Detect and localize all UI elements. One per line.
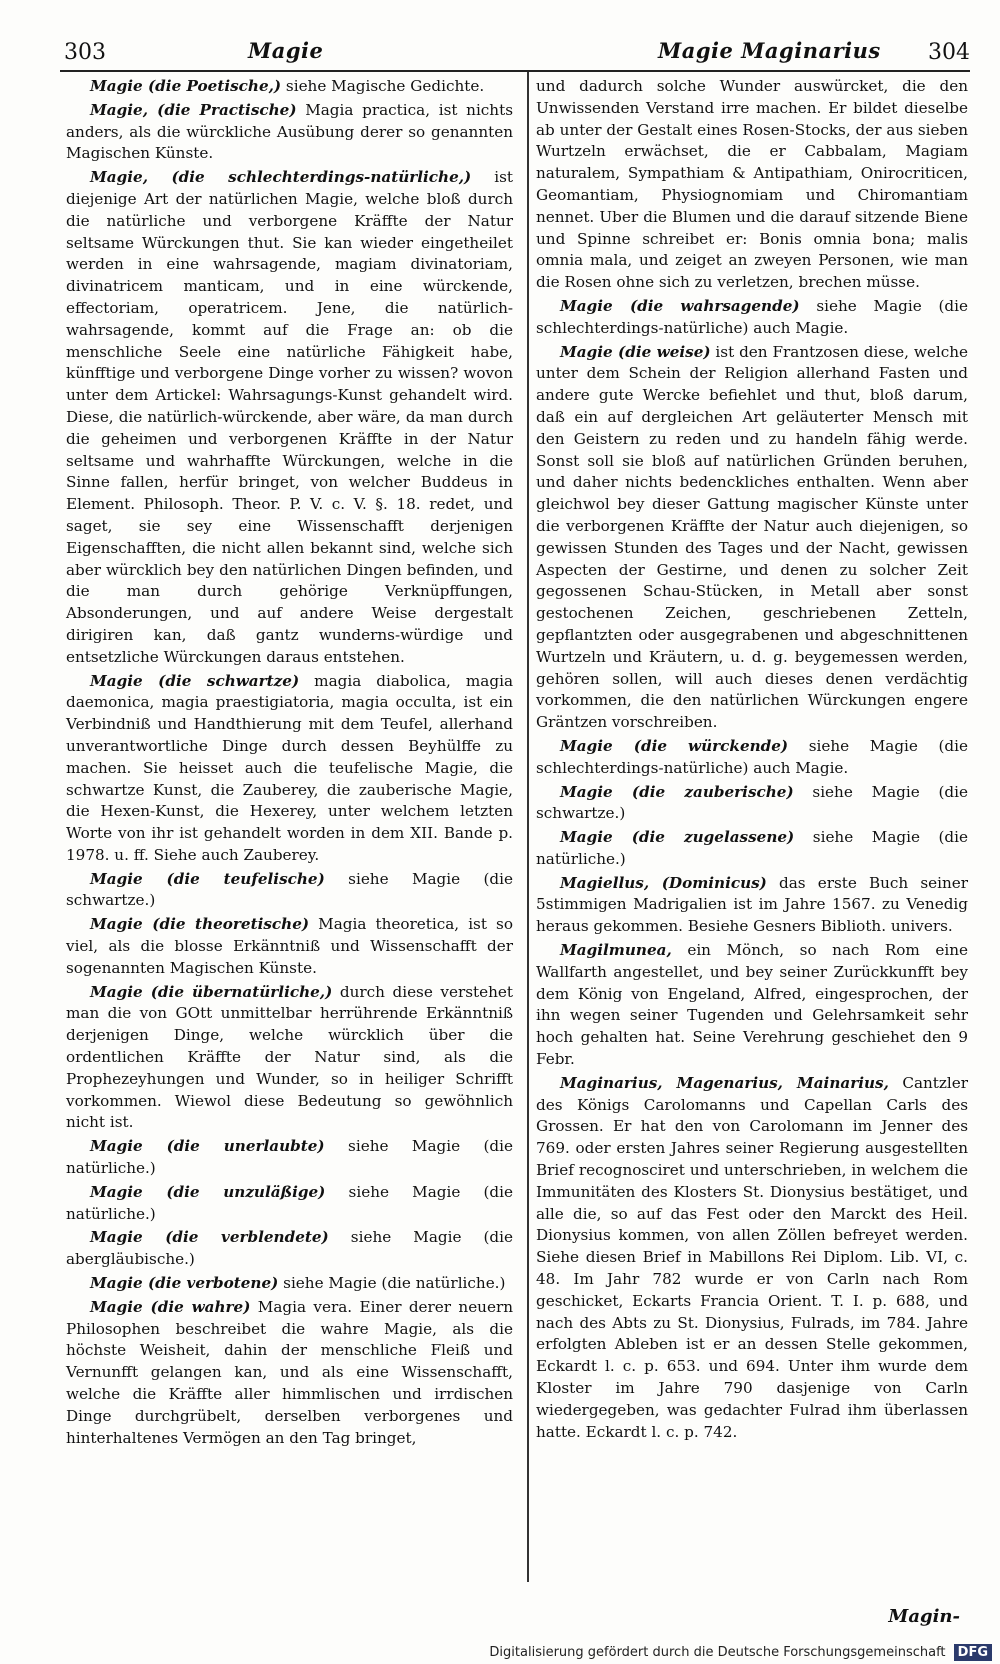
entry-lemma: Magie (die unzuläßige) <box>90 1182 326 1201</box>
entry-paragraph <box>66 982 513 1135</box>
entry-lemma: Magie (die übernatürliche,) <box>90 982 333 1001</box>
entry-paragraph <box>66 1136 513 1180</box>
entry-text: Magia theoretica, ist so viel, als die blosse Erkänntniß und Wissenschafft der sogenannten Magischen Künste. <box>66 915 513 977</box>
entry-lemma: Magie (die wahre) <box>90 1297 251 1316</box>
entry-text: siehe Magie (die schwartze.) <box>66 869 513 910</box>
entry-lemma: Magie, (die schlechterdings-natürliche,) <box>90 168 472 187</box>
entry-text: siehe Magische Gedichte. <box>281 77 485 95</box>
entry-paragraph <box>536 940 968 1071</box>
entry-paragraph <box>536 342 968 734</box>
entry-lemma: Magie (die teufelische) <box>90 869 325 888</box>
entry-paragraph <box>66 671 513 867</box>
entry-lemma: Maginarius, Magenarius, Mainarius, <box>560 1073 889 1092</box>
right-running-head: Magie Maginarius <box>658 38 881 63</box>
page-header <box>58 38 980 72</box>
entry-paragraph <box>536 782 968 826</box>
header-rule <box>60 70 970 72</box>
entry-paragraph <box>66 1182 513 1226</box>
entry-text: das erste Buch seiner 5stimmigen Madrigalien ist im Jahre 1567. zu Venedig heraus gekommen. Besiehe Gesners Biblioth. univers. <box>536 873 968 936</box>
entry-lemma: Magiellus, (Dominicus) <box>560 873 767 892</box>
entry-paragraph <box>66 869 513 913</box>
entry-text: siehe Magie (die abergläubische.) <box>66 1228 514 1269</box>
entry-paragraph <box>536 296 968 340</box>
entry-paragraph <box>66 100 513 165</box>
entry-paragraph <box>536 736 968 780</box>
entry-lemma: Magie (die unerlaubte) <box>90 1137 325 1156</box>
entry-paragraph <box>66 1297 513 1450</box>
catchword: Magin- <box>888 1606 960 1627</box>
entry-paragraph <box>66 1273 513 1295</box>
left-page-number: 303 <box>64 40 106 65</box>
entry-lemma: Magie (die weise) <box>560 342 711 361</box>
entry-text: siehe Magie (die natürliche.) <box>278 1274 506 1293</box>
left-running-head: Magie <box>248 38 324 63</box>
entry-text: siehe Magie (die schwartze.) <box>536 782 969 823</box>
entry-lemma: Magie (die zugelassene) <box>560 828 795 847</box>
entry-lemma: Magie (die theoretische) <box>90 915 310 934</box>
entry-lemma: Magie (die verbotene) <box>90 1274 279 1293</box>
entry-paragraph <box>66 76 513 98</box>
column-divider <box>527 72 529 1582</box>
entry-text: magia diabolica, magia daemonica, magia praestigiatoria, magia occulta, ist ein Verbindniß und Handthierung mit dem Teufel, allerhand unverantwortliche Dinge durch dessen Beyhülffe zu machen. Sie heisset auch die teufelische Magie, die schwartze Kunst, die Zauberey, die zauberische Magie, die Hexen-Kunst, die Hexerey, unter welchem letzten Worte von ihr ist gehandelt worden in dem XII. Bande p. 1978. u. ff. Siehe auch Zauberey. <box>66 671 513 864</box>
entry-text: ist den Frantzosen diese, welche unter dem Schein der Religion allerhand Fasten und andere gute Wercke befiehlet und thut, bloß darum, daß ein auf dergleichen Art geläuterter Mensch mit den Geistern zu reden und zu handeln fähig werde. Sonst soll sie bloß auf natürlichen Gründen beruhen, und daher nichts bedenckliches enthalten. Wenn aber gleichwol bey dieser Gattung magischer Künste unter die verborgenen Kräffte der Natur auch diejenigen, so gewissen Stunden des Tages und der Nacht, gewissen Aspecten der Gestirne, und denen zu solcher Zeit gegossenen Schau-Stücken, in Metall aber sonst gestochenen Zeichen, geschriebenen Zetteln, gepflantzten oder ausgegrabenen und abgeschnittenen Wurtzeln und Kräutern, u. d. g. beygemessen werden, gehören sollen, will auch dieses denen verdächtig vorkommen, die den natürlichen Würckungen engere Gräntzen vorschreiben. <box>536 342 968 732</box>
entry-text: Magia vera. Einer derer neuern Philosophen beschreibet die wahre Magie, als die höchste Weisheit, dahin der menschliche Fleiß und Vernunfft gelangen kan, und als eine Wissenschafft, welche die Kräffte aller himmlischen und irrdischen Dinge durchgrübelt, derselben verborgenes und hinterhaltenes Vermögen an den Tag bringet, <box>66 1297 513 1447</box>
entry-text: siehe Magie (die natürliche.) <box>66 1182 514 1223</box>
right-page-number: 304 <box>928 40 970 65</box>
entry-text: Cantzler des Königs Carolomanns und Capellan Carls des Grossen. Er hat den von Carolomann im Jenner des 769. oder ersten Jahres seiner Regierung ausgestellten Brief recognosciret und unterschrieben, in welchem die Immunitäten des Klosters St. Dionysius bestätiget, und alle die, so auf das Fest oder den Marckt des Heil. Dionysius kommen, von allen Zöllen befreyet werden. Siehe diesen Brief in Mabillons Rei Diplom. Lib. VI, c. 48. Im Jahr 782 wurde er von Carln nach Rom geschicket, Eckarts Francia Orient. T. I. p. 688, und nach des Abts zu St. Dionysius, Fulrads, im 784. Jahre erfolgten Ableben ist er an dessen Stelle gekommen, Eckardt l. c. p. 653. und 694. Unter ihm wurde dem Kloster im Jahre 790 dasjenige von Carln wiedergegeben, was gedachter Fulrad ihm überlassen hatte. Eckardt l. c. p. 742. <box>536 1073 968 1441</box>
dfg-logo: DFG <box>954 1644 992 1661</box>
entry-text: Magia practica, ist nichts anders, als die würckliche Ausübung derer so genannten Magischen Künste. <box>66 100 513 163</box>
entry-lemma: Magie (die zauberische) <box>560 782 794 801</box>
entry-paragraph <box>536 76 968 294</box>
entry-lemma: Magie (die schwartze) <box>90 671 300 690</box>
entry-paragraph <box>536 827 968 871</box>
entry-paragraph <box>66 914 513 979</box>
footer <box>489 1645 992 1660</box>
entry-paragraph <box>536 1073 968 1444</box>
entry-lemma: Magie (die würckende) <box>560 736 789 755</box>
entry-lemma: Magie, (die Practische) <box>90 100 297 119</box>
entry-paragraph <box>536 873 968 938</box>
entry-text: ist diejenige Art der natürlichen Magie, welche bloß durch die natürliche und verborgene Kräffte der Natur seltsame Würckungen thut. Sie kan wieder eingetheilet werden in eine wahrsagende, magiam divinatoriam, divinatricem manticam, und in eine würckende, effectoriam, operatricem. Jene, die natürlich-wahrsagende, kommt auf die Frage an: ob die menschliche Seele eine natürliche Fähigkeit habe, künfftige und verborgene Dinge vorher zu wissen? wovon unter dem Artickel: Wahrsagungs-Kunst gehandelt wird. Diese, die natürlich-würckende, aber wäre, da man durch die geheimen und verborgenen Kräffte in der Natur seltsame und wahrhaffte Würckungen, welche in die Sinne fallen, herfür bringet, von welcher Buddeus in Element. Philosoph. Theor. P. V. c. V. §. 18. redet, und saget, sie sey eine Wissenschafft derjenigen Eigenschafften, die nicht allen bekannt sind, welche sich aber würcklich bey den natürlichen Dingen befinden, und die man durch gehörige Verknüpffungen, Absonderungen, und auf andere Weise dergestalt dirigiren kan, daß gantz wunderns-würdige und entsetzliche Würckungen daraus entstehen. <box>66 168 513 666</box>
entry-lemma: Magilmunea, <box>560 941 672 960</box>
entry-lemma: Magie (die wahrsagende) <box>560 296 800 315</box>
footer-text: Digitalisierung gefördert durch die Deutsche Forschungsgemeinschaft <box>489 1645 946 1660</box>
entry-text: siehe Magie (die schlechterdings-natürliche) auch Magie. <box>536 736 968 777</box>
entry-text: siehe Magie (die schlechterdings-natürliche) auch Magie. <box>536 296 968 337</box>
entry-text: siehe Magie (die natürliche.) <box>66 1137 514 1178</box>
entry-paragraph <box>66 1227 513 1271</box>
entry-text: und dadurch solche Wunder auswürcket, die den Unwissenden Verstand irre machen. Er bildet dieselbe ab unter der Gestalt eines Rosen-Stocks, der aus sieben Wurtzeln erwächset, die er Cabbalam, Magiam naturalem, Sympathiam & Antipathiam, Onirocriticen, Geomantiam, Physiognomiam und Chiromantiam nennet. Uber die Blumen und die darauf sitzende Biene und Spinne schreibet er: Bonis omnia bona; malis omnia mala, und zeiget an zweyen Personen, wie man die Rosen ohne sich zu verletzen, brechen müsse. <box>536 77 968 292</box>
entry-lemma: Magie (die verblendete) <box>90 1228 329 1247</box>
entry-text: ein Mönch, so nach Rom eine Wallfarth angestellet, und bey seiner Zurückkunfft bey dem König von Engeland, Alfred, eingesprochen, der ihn wegen seiner Tugenden und Gelehrsamkeit sehr hoch gehalten hat. Seine Verehrung geschiehet den 9 Febr. <box>536 941 968 1069</box>
left-column <box>66 76 513 1451</box>
right-column <box>536 76 968 1445</box>
entry-lemma: Magie (die Poetische,) <box>90 77 282 95</box>
entry-text: durch diese verstehet man die von GOtt unmittelbar herrührende Erkänntniß derjenigen Dinge, welche würcklich über die ordentlichen Kräffte der Natur sind, als die Prophezeyhungen und Wunder, so in heiliger Schrifft vorkommen. Wiewol diese Bedeutung so gewöhnlich nicht ist. <box>66 982 514 1132</box>
entry-paragraph <box>66 167 513 668</box>
entry-text: siehe Magie (die natürliche.) <box>536 828 968 868</box>
